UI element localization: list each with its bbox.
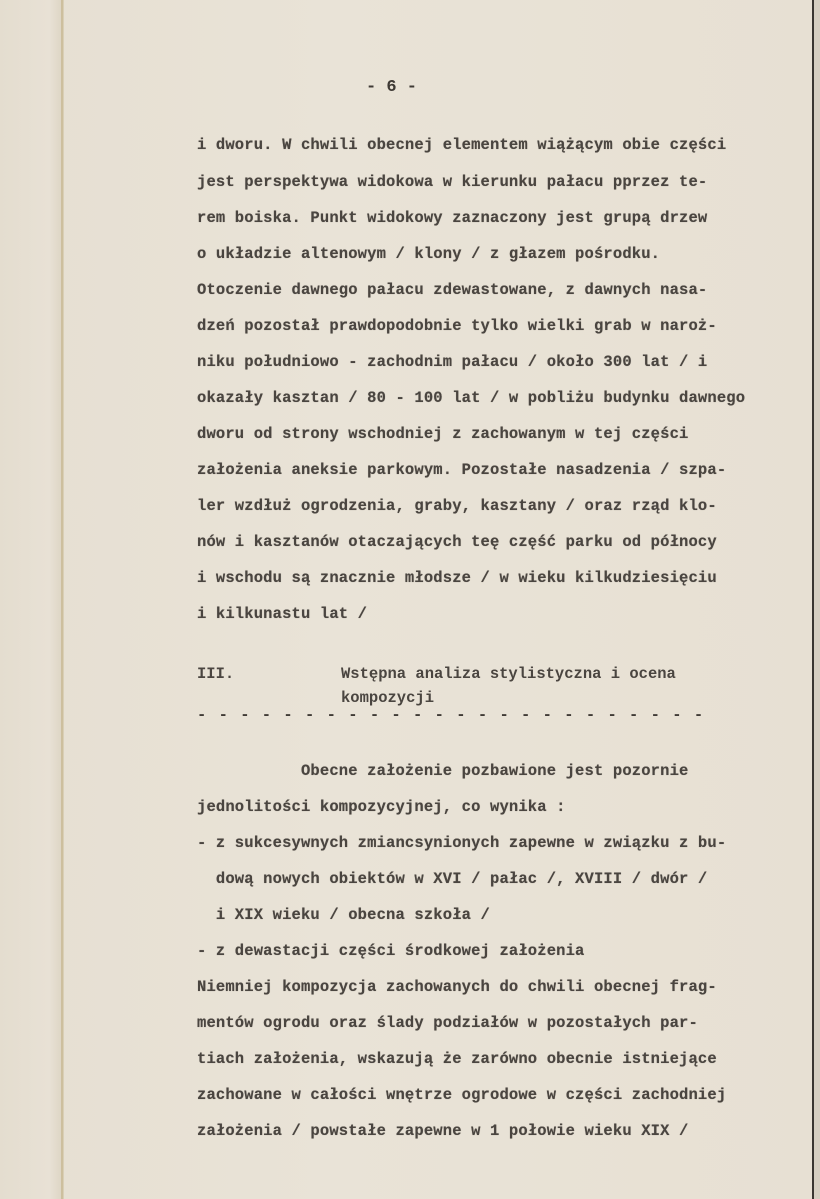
text-line: dową nowych obiektów w XVI / pałac /, XVIII / dwór / — [197, 870, 708, 888]
previous-page-edge — [0, 0, 62, 1199]
page-right-edge — [812, 0, 820, 1199]
text-line: ler wzdłuż ogrodzenia, graby, kasztany / oraz rząd klo- — [197, 497, 717, 515]
text-line: - z dewastacji części środkowej założenia — [197, 942, 585, 960]
text-line: jednolitości kompozycyjnej, co wynika : — [197, 798, 566, 816]
text-line: niku południowo - zachodnim pałacu / około 300 lat / i — [197, 353, 708, 371]
text-line: jest perspektywa widokowa w kierunku pałacu pprzez te- — [197, 173, 708, 191]
text-line: i kilkunastu lat / — [197, 605, 368, 623]
text-line: tiach założenia, wskazują że zarówno obecnie istniejące — [197, 1050, 717, 1068]
text-line: Obecne założenie pozbawione jest pozornie — [197, 762, 689, 780]
text-line: rem boiska. Punkt widokowy zaznaczony jest grupą drzew — [197, 209, 708, 227]
text-line: - z sukcesywnych zmiancsynionych zapewne w związku z bu- — [197, 834, 727, 852]
text-line: dzeń pozostał prawdopodobnie tylko wielki grab w naroż- — [197, 317, 717, 335]
text-line: dworu od strony wschodniej z zachowanym w tej części — [197, 425, 689, 443]
text-line: i dworu. W chwili obecnej elementem wiążącym obie części — [197, 136, 727, 154]
typewritten-page — [63, 0, 812, 1199]
text-line: założenia / powstałe zapewne w 1 połowie wieku XIX / — [197, 1122, 689, 1140]
text-line: założenia aneksie parkowym. Pozostałe nasadzenia / szpa- — [197, 461, 727, 479]
section-underline-rule: - - - - - - - - - - - - - - - - - - - - - - - - — [197, 706, 705, 724]
text-line: Niemniej kompozycja zachowanych do chwili obecnej frag- — [197, 978, 717, 996]
text-line: Otoczenie dawnego pałacu zdewastowane, z dawnych nasa- — [197, 281, 708, 299]
text-line: mentów ogrodu oraz ślady podziałów w pozostałych par- — [197, 1014, 698, 1032]
page-number: - 6 - — [366, 78, 418, 97]
section-number: III. — [197, 665, 235, 683]
text-line: zachowane w całości wnętrze ogrodowe w części zachodniej — [197, 1086, 727, 1104]
text-line: i XIX wieku / obecna szkoła / — [197, 906, 490, 924]
text-line: i wschodu są znacznie młodsze / w wieku kilkudziesięciu — [197, 569, 717, 587]
section-title-line: kompozycji — [341, 689, 435, 707]
text-line: nów i kasztanów otaczających teę część parku od północy — [197, 533, 717, 551]
text-line: o układzie altenowym / klony / z głazem pośrodku. — [197, 245, 661, 263]
section-title-line: Wstępna analiza stylistyczna i ocena — [341, 665, 676, 683]
text-line: okazały kasztan / 80 - 100 lat / w pobliżu budynku dawnego — [197, 389, 746, 407]
